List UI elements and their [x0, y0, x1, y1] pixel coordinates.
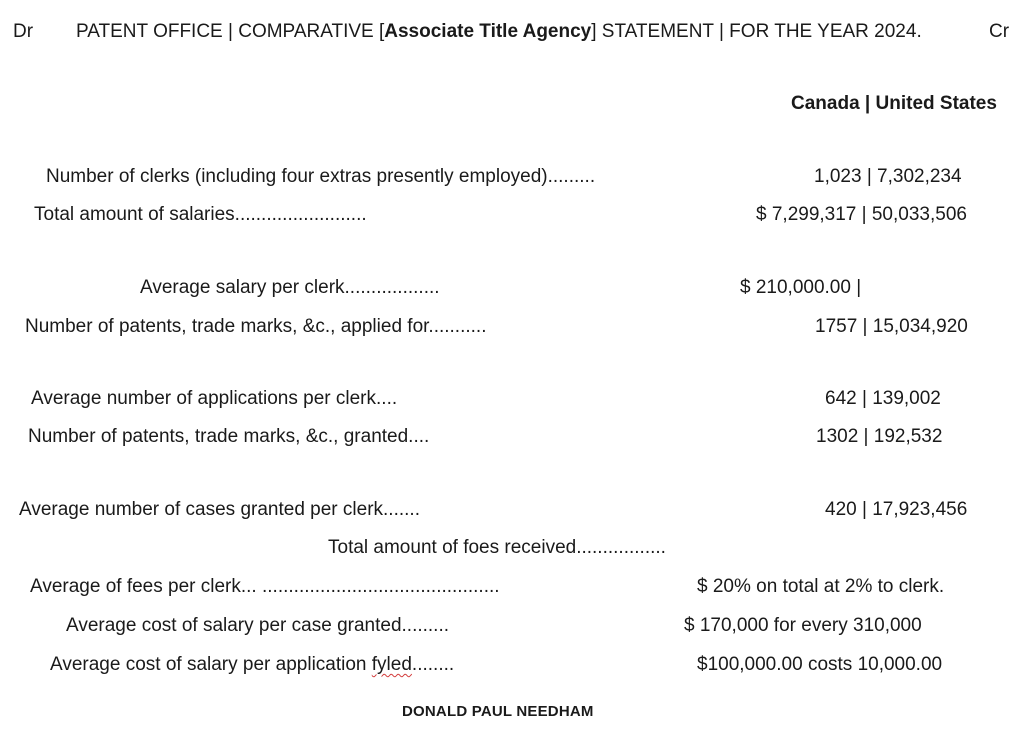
row-label: Average number of cases granted per clerk.......: [19, 499, 420, 520]
title-agency: Associate Title Agency: [384, 21, 592, 42]
header-dr: Dr: [13, 21, 34, 42]
row-label: Number of clerks (including four extras presently employed).........: [46, 166, 596, 187]
row-label: Number of patents, trade marks, &c., granted....: [28, 426, 430, 447]
row-label: Total amount of foes received.................: [328, 537, 666, 558]
row-value: $ 170,000 for every 310,000: [684, 615, 922, 636]
row-label: [50, 653, 454, 677]
row-label: Total amount of salaries.........................: [34, 204, 367, 225]
row-value: 642 | 139,002: [825, 388, 941, 409]
row-label: Average number of applications per clerk....: [31, 388, 398, 409]
column-heading: Canada | United States: [791, 93, 997, 114]
row-value: 420 | 17,923,456: [825, 499, 968, 520]
header-cr: Cr: [989, 21, 1010, 42]
title-suffix: ] STATEMENT | FOR THE YEAR 2024.: [591, 21, 922, 42]
title-prefix: PATENT OFFICE | COMPARATIVE [: [76, 21, 385, 42]
misspelled-word: fyled: [371, 654, 412, 675]
row-label-dots: ........: [411, 654, 455, 675]
row-value: 1757 | 15,034,920: [815, 316, 968, 337]
statement-title: [76, 20, 922, 44]
row-value: $ 20% on total at 2% to clerk.: [697, 576, 945, 597]
row-value: $ 7,299,317 | 50,033,506: [756, 204, 967, 225]
row-value: 1302 | 192,532: [816, 426, 943, 447]
row-value: $ 210,000.00 |: [740, 277, 862, 298]
row-label-start: Average cost of salary per application: [50, 654, 372, 675]
signature: DONALD PAUL NEEDHAM: [402, 703, 594, 720]
row-value: $100,000.00 costs 10,000.00: [697, 654, 943, 675]
row-label: Average of fees per clerk... .............................................: [30, 576, 500, 597]
row-label: Average cost of salary per case granted.........: [66, 615, 450, 636]
row-label: Number of patents, trade marks, &c., applied for...........: [25, 316, 487, 337]
row-label: Average salary per clerk..................: [140, 277, 440, 298]
row-value: 1,023 | 7,302,234: [814, 166, 962, 187]
